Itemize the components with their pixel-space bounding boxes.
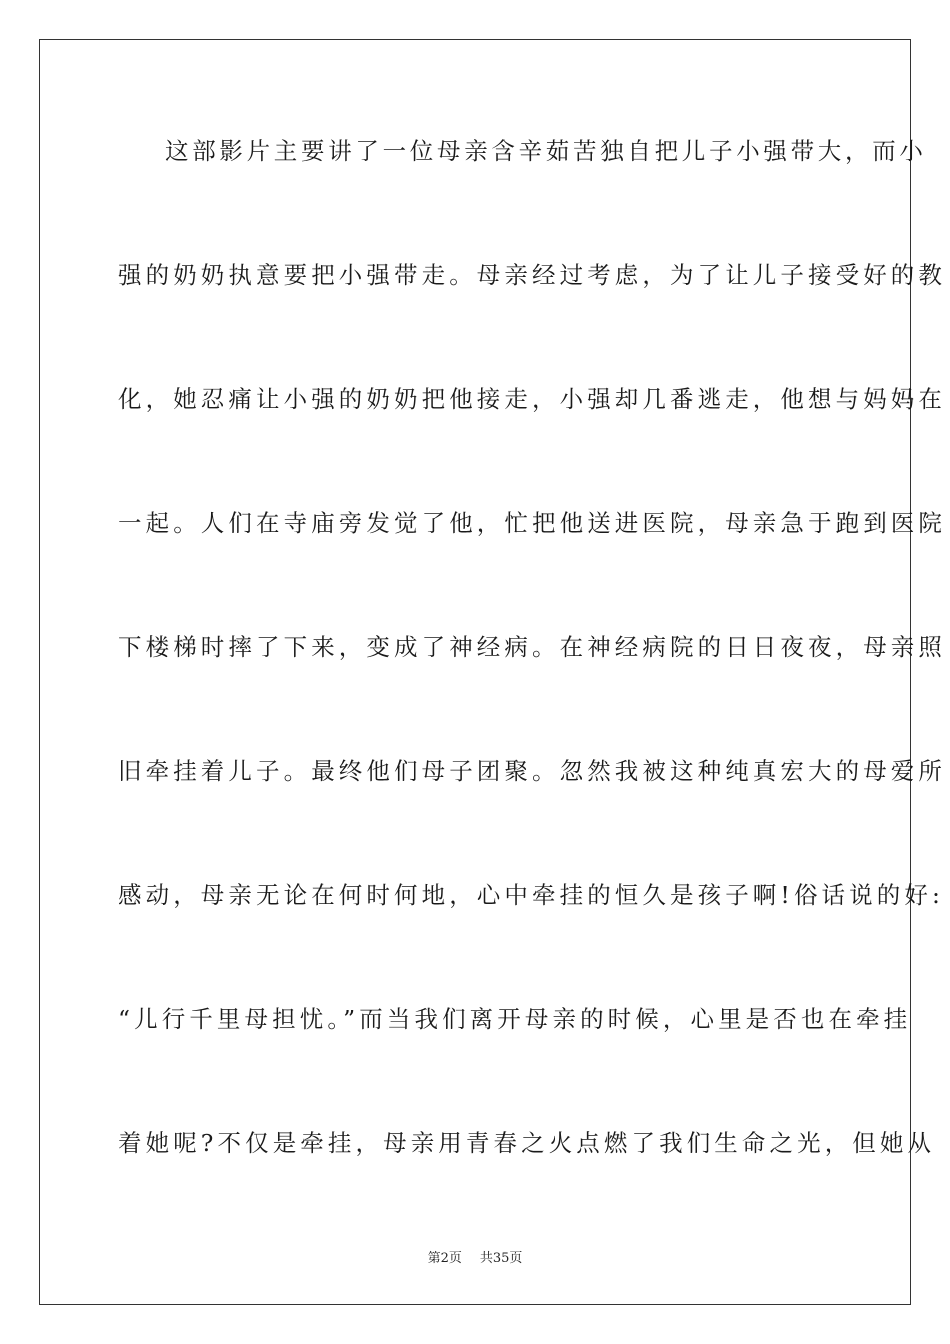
text-line: 下楼梯时摔了下来，变成了神经病。在神经病院的日日夜夜，母亲照: [118, 633, 946, 661]
text-line: 旧牵挂着儿子。最终他们母子团聚。忽然我被这种纯真宏大的母爱所: [118, 757, 946, 785]
text-line: 强的奶奶执意要把小强带走。母亲经过考虑，为了让儿子接受好的教: [118, 261, 946, 289]
text-line: 一起。人们在寺庙旁发觉了他，忙把他送进医院，母亲急于跑到医院: [118, 509, 946, 537]
total-pages: 共35页: [479, 1251, 523, 1266]
text-line: 这部影片主要讲了一位母亲含辛茹苦独自把儿子小强带大，而小: [165, 137, 927, 165]
text-line: 化，她忍痛让小强的奶奶把他接走，小强却几番逃走，他想与妈妈在: [118, 385, 946, 413]
text-line: 着她呢?不仅是牵挂，母亲用青春之火点燃了我们生命之光，但她从: [118, 1129, 936, 1157]
text-line: “儿行千里母担忧。”而当我们离开母亲的时候，心里是否也在牵挂: [118, 1005, 912, 1033]
page-footer: [0, 1247, 950, 1266]
text-line: 感动，母亲无论在何时何地，心中牵挂的恒久是孩子啊!俗话说的好:: [118, 881, 944, 909]
document-body: [118, 127, 946, 1243]
page-number: 第2页: [427, 1251, 462, 1266]
